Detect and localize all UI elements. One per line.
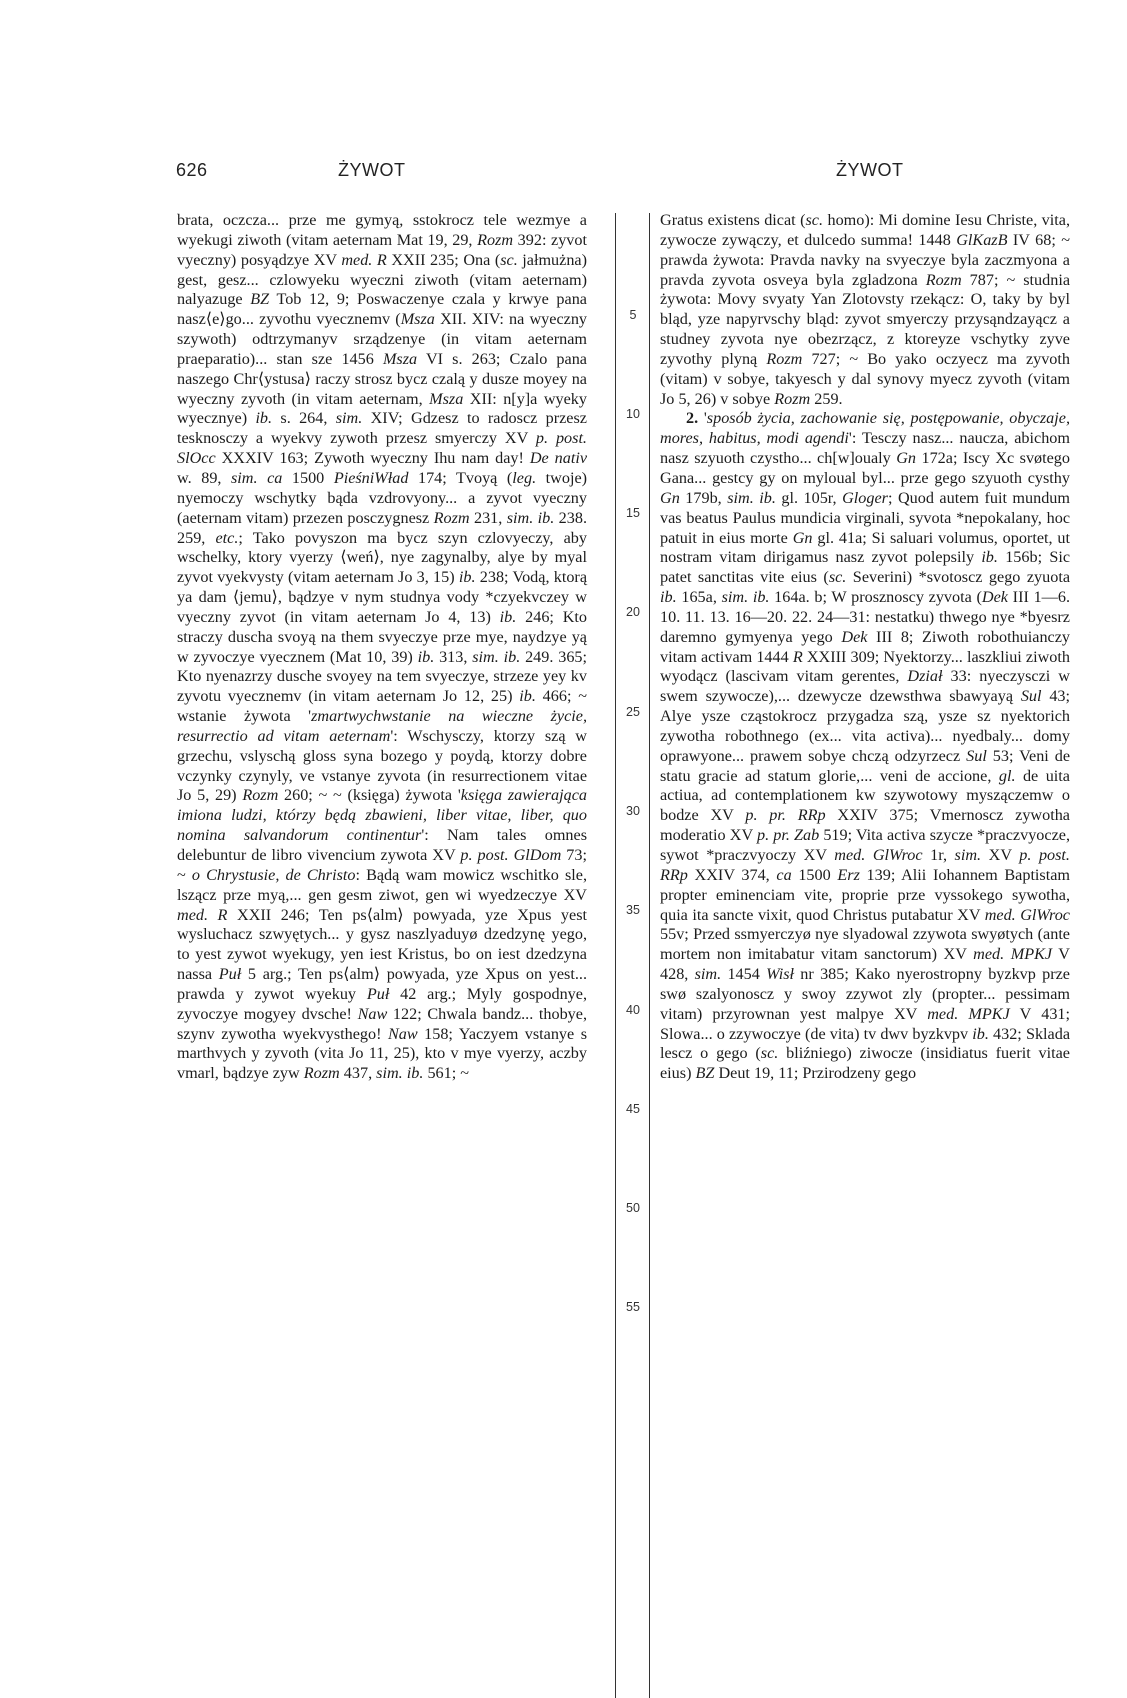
column-rule-left [615, 213, 616, 1698]
line-number: 25 [626, 705, 640, 719]
running-head-right: ŻYWOT [836, 160, 904, 180]
line-number: 45 [626, 1102, 640, 1116]
line-number: 35 [626, 903, 640, 917]
column-rule-right [649, 213, 650, 1698]
text-column-left [177, 211, 587, 1084]
line-number: 20 [626, 605, 640, 619]
line-number: 15 [626, 506, 640, 520]
text-column-right [660, 211, 1070, 1084]
running-head-left: ŻYWOT [338, 160, 406, 180]
line-number: 10 [626, 407, 640, 421]
line-number: 55 [626, 1300, 640, 1314]
line-number: 50 [626, 1201, 640, 1215]
page-number: 626 [176, 160, 208, 180]
entry-paragraph: Gratus existens dicat (sc. homo): Mi domine Iesu Christe, vita, zywocze zywączy, et dulcedo summa! 1448 GlKazB IV 68; ~ prawda żywota: Pravda navky na svyeczye byla zaczmyona a pravda zyvota osveya byla zgladzona Rozm 787; ~ studnia żywota: Movy svyaty Yan Zlotovsty rzekącz: O, taky by byl bląd, yze napyrvschy bląd: zyvot smyerczy przysąndzayącz a studney zyvota nye obezrząсz, z ktoreyze vschytky zyve zyvothy plyną Rozm 727; ~ Bo yako oczyecz ma zyvoth (vitam) v sobye, takyesch y dal synovy myecz zyvoth (vitam Jo 5, 26) v sobye Rozm 259. [660, 211, 1071, 408]
entry-paragraph: 2. 'sposób życia, zachowanie się, postępowanie, obyczaje, mores, habitus, modi agendi': Tesczy nasz... naucza, abichom nasz szyuoth czystho... ch[w]oualy Gn 172a; Iscy Xc svøtego Gana... gestcy gy on myloual byl... prze gego szyuoth cysthy Gn 179b, sim. ib. gl. 105r, Gloger; Quod autem fuit mundum vas beatus Paulus mundicia virginali, syvota *nepokalany, hoc patuit in eius morte Gn gl. 41a; Si saluari volumus, oportet, ut nostram vitam dirigamus nasz zyvot polepsily ib. 156b; Sic patet sanctitas vite eius (sc. Severini) *svotoscz gego zyuota ib. 165a, sim. ib. 164a. b; W prosznoscy zyvota (Dek III 1—6. 10. 11. 13. 16—20. 22. 24—31: nestatku) thwego nye *byesrz daremno gymyenya yego Dek III 8; Ziwoth robothuianczy vitam activam 1444 R XXIII 309; Nyektorzy... laszkliui ziwoth wyodącz (lascivam vitam gerentes, Dział 33: nyeczysczi w swem szywocze),... dzewycze dzewsthwa sbawyayą Sul 43; Alye ysze cząstokrocz przygadza szą, ysze sz nyektorich zywotha robothnego (ex... vita activa)... nyedbaly... domy oprawyone... prawem sobye chczą odzyrzecz Sul 53; Veni de statu gracie ad statum glorie,... veni de accione, gl. de uita actiua, ad contemplationem kw szywotowy myszączemw o bodze XV p. pr. RRp XXIV 375; Vmernoscz zywotha moderatio XV p. pr. Zab 519; Vita activa szycze *praczvyocze, sywot *praczvyoczy XV med. GlWroc 1r, sim. XV p. post. RRp XXIV 374, ca 1500 Erz 139; Alii Iohannem Baptistam propter eminenciam vite, proprie prze vyssokego sywotha, quia ita sancte vixit, quod Christus putabatur XV med. GlWroc 55v; Przed ssmyerczyø nye slyadowal zzywota swyøtych (ante mortem non imitabatur vitam sanctorum) XV med. MPKJ V 428, sim. 1454 Wisł nr 385; Kako nyerostropny byzkvp prze swø szalyonoscz y swoy zzywot zly (propter... pessimam vitam) przyrownan yest malpye XV med. MPKJ V 431; Slowa... o zzywoczye (de vita) tv dwv byzkvpv ib. 432; Sklada lescz o gego (sc. bliźniego) ziwocze (insidiatus fuerit vitae eius) BZ Deut 19, 11; Przirodzeny gego [660, 409, 1071, 1083]
line-number: 30 [626, 804, 640, 818]
entry-paragraph: brata, oczcza... prze me gymyą, sstokrocz tele wezmye a wyekugi ziwoth (vitam aeternam Mat 19, 29, Rozm 392: zyvot vyeczny) posyądzye XV med. R XXII 235; Ona (sc. jałmużna) gest, gesz... czlowyeku wyeczni ziwoth (vitam aeternam) nalyazuge BZ Tob 12, 9; Poswaczenye czala y krwye pana nasz⟨e⟩go... zyvothu vyecznemv (Msza XII. XIV: na wyeczny szywoth) odtrzymanyv srządzenye (in vitam aeternam praeparatio)... stan sze 1456 Msza VI s. 263; Czalo pana naszego Chr⟨ystusa⟩ raczy strosz bycz czalą y dusze moyey na wyeczny zyvoth (in vitam aeternam, Msza XII: n[y]a wyeky wyecznye) ib. s. 264, sim. XIV; Gdzesz to radoscz przesz tesknosczy a wyekvy zywoth przesz smyerczy XV p. post. SlOcc XXXIV 163; Zywoth wyeczny Ihu nam day! De nativ w. 89, sim. ca 1500 PieśniWład 174; Tvoyą (leg. twoje) nyemoczy wschytky bąda vzdrovyony... a zyvot vyeczny (aeternam vitam) przezen posczygnesz Rozm 231, sim. ib. 238. 259, etc.; Tako povyszon ma bycz szyn czlovyeczy, aby wschelky, ktory vyerzy ⟨weń⟩, nye zagynalby, alye by myal zyvot vyekvysty (vitam aeternam Jo 3, 15) ib. 238; Vodą, ktorą ya dam ⟨jemu⟩, bądzye v nym studnya vody *czyekvczey w vyeczny zyvot (in vitam aeternam Jo 4, 13) ib. 246; Kto straczy duscha svoyą na them svyeczye prze mye, naydzye yą w zyvoczye vyecznem (Mat 10, 39) ib. 313, sim. ib. 249. 365; Kto nyenazrzy dusche svoyey na tem svyeczye, strzeze yey kv zyvotu vyecznemv (in vitam aeternam Jo 12, 25) ib. 466; ~ wstanie żywota 'zmartwychwstanie na wieczne życie, resurrectio ad vitam aeternam': Wschysczy, ktorzy szą w grzechu, vslyschą gloss syna bozego y poydą, ktorzy dobre vczynky czynyly, ve vstanye zyvota (in resurrectionem vitae Jo 5, 29) Rozm 260; ~ ~ (księga) żywota 'księga zawierająca imiona ludzi, którzy będą zbawieni, liber vitae, liber, quo nomina salvandorum continentur': Nam tales omnes delebuntur de libro vivencium zywota XV p. post. GlDom 73; ~ o Chrystusie, de Christo: Bądą wam mowicz wschitko sle, lszącz prze myą,... gen gesm ziwot, gen wi wyedzeczye XV med. R XXII 246; Ten ps⟨alm⟩ powyada, yze Xpus yest wysluchacz szwyętych... y gysz naszlyaduyø dzedzynę yego, to yest zywot wyekugy, yen iest Kristus, bo on iest dzedzyna nassa Puł 5 arg.; Ten ps⟨alm⟩ powyada, yze Xpus on yest... prawda y zywot wyekuy Puł 42 arg.; Myly gospodnye, zyvoczye mogyey dvsche! Naw 122; Chwala bandz... thobye, szynv zywotha wyekvysthego! Naw 158; Yaczyem vstanye s marthvych y zyvoth (vita Jo 11, 25), kto v mye vyerzy, aczby vmarl, bądzye zyw Rozm 437, sim. ib. 561; ~ [177, 211, 588, 1083]
line-number: 5 [629, 308, 637, 322]
line-number: 40 [626, 1003, 640, 1017]
